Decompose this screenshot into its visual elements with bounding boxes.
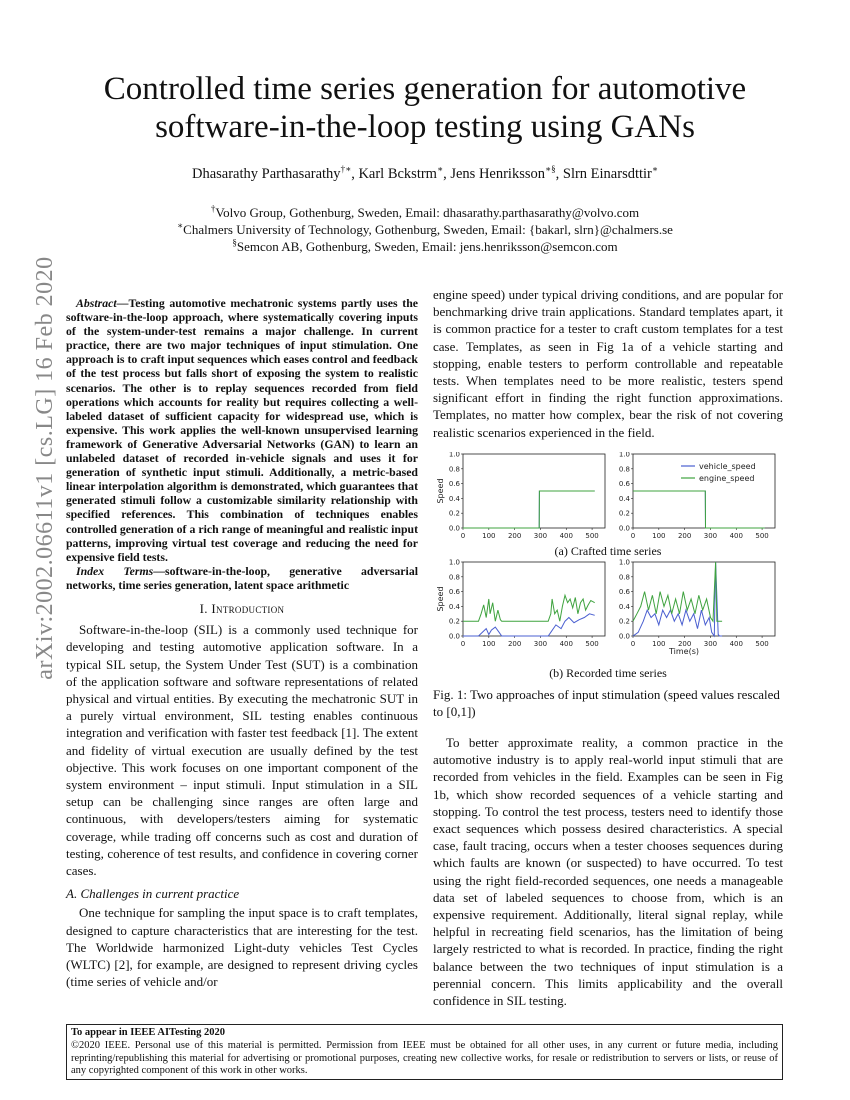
y-tick-label-a2: 0.8 [618,465,630,474]
y-tick-label-b1: 0.8 [448,573,460,582]
affiliation-3 [60,238,790,255]
y-tick-label-b1: 0.0 [448,632,460,641]
affiliation-2-mark: ∗ [177,220,184,231]
axes-frame-b2 [633,562,775,636]
x-tick-label-b2: 300 [703,640,718,648]
right-column [433,286,783,441]
right-paragraph-2: To better approximate reality, a common practice in the automotive industry is to apply real-world input stimuli that are recorded from vehicles in the field. Examples can be seen in Fig 1b, which show recorded sequences of a vehicle starting and stopping. To control the test process, testers need to identify those exact sequences which possess desired characteristics. A special case, fault tracing, occurs when a tester chooses sequences during which faults are known (or suspected) to have occurred. To test using the right field-recorded sequences, one needs a manageable data set of labeled sequences to choose from, which is an expensive requirement. Additionally, literal signal replay, while helpful in recreating field scenarios, has the limitation of being largely restricted to what is recorded. In practice, finding the right balance between the two techniques of input stimulation is a perennial concern. This limits applicability and the overall confidence in SIL testing. [433,735,783,1009]
author-list: Dhasarathy Parthasarathy†∗, Karl Bckstrm∗, Jens Henriksson∗§, Slrn Einarsdttir∗ [191,164,659,182]
affiliation-3-mark: § [232,237,237,248]
x-tick-label-a2: 0 [630,532,636,540]
affiliation-2 [60,221,790,238]
figure-1b-label: (b) Recorded time series [549,666,667,680]
author-2-mark: ∗ [436,164,444,175]
series-vehicle_speed-b1 [463,614,595,636]
figure-1-caption: Fig. 1: Two approaches of input stimulation (speed values rescaled to [0,1]) [433,687,780,719]
y-tick-label-b2: 0.2 [618,617,630,626]
x-tick-label-b2: 100 [652,640,666,648]
index-terms-text: —software-in-the-loop, generative adversarial networks, time series generation, latent space arithmetic [66,563,418,592]
affiliation-1-mark: † [210,203,216,214]
y-tick-label-a2: 0.2 [618,509,630,518]
x-tick-label-b1: 0 [460,640,466,648]
author-3-mark: ∗§ [545,164,556,175]
y-tick-label-b2: 0.0 [618,632,630,641]
y-tick-label-a2: 0.4 [618,494,630,503]
paper-title: Controlled time series generation for automotive software-in-the-loop testing using GANs [103,71,747,145]
index-terms [66,564,418,592]
author-2: Karl Bckstrm [358,166,437,182]
x-tick-label-a2: 500 [755,532,769,540]
affiliation-3-text: Semcon AB, Gothenburg, Sweden, Email: jens.henriksson@semcon.com [236,239,618,254]
x-tick-label-a1: 100 [482,532,496,540]
x-tick-label-b2: 500 [755,640,769,648]
right-paragraph-1: engine speed) under typical driving conditions, and are popular for benchmarking drive train applications. Standard templates apart, it is common practice for a tester to craft custom templates for a test case. Templates, as seen in Fig 1a of a vehicle starting and stopping, enable testers to perform controllable and repeatable tests. When templates need to be more realistic, testers spend significant effort in finding the right function approximations. Templates, no matter how complex, bear the risk of not covering realistic scenarios experienced in the field. [433,287,783,440]
y-tick-label-a2: 0.0 [618,524,630,533]
y-tick-label-a1: 0.2 [448,509,460,518]
x-tick-label-a2: 100 [652,532,666,540]
y-tick-label-a1: 1.0 [448,452,460,459]
author-4-mark: ∗ [651,164,659,175]
x-tick-label-a1: 400 [559,532,573,540]
x-tick-label-a1: 300 [533,532,548,540]
y-tick-label-b2: 0.4 [618,602,630,611]
y-tick-label-b1: 0.4 [448,602,460,611]
axes-frame-b1 [463,562,605,636]
figure-1a-label: (a) Crafted time series [554,544,662,558]
abstract-label: Abstract [76,296,117,310]
x-axis-label: Time(s) [669,647,699,656]
index-terms-label: Index Terms [76,563,154,578]
author-1-mark: †∗ [340,164,352,175]
y-tick-label-b1: 0.2 [448,617,460,626]
legend-label-engine_speed: engine_speed [699,474,755,483]
y-tick-label-a1: 0.8 [448,465,460,474]
subsection-heading: A. Challenges in current practice [66,886,240,902]
intro-paragraph-1: Software-in-the-loop (SIL) is a commonly used technique for developing and testing automotive application software. In a typical SIL setup, the System Under Test (SUT) is a combination of the application software and software representations of related physical and virtual entities. By executing the mechatronic SUT in a purely virtual environment, SIL testing enables continuous integration and verification with faster test feedback [1]. The extent and fidelity of virtual execution are usually defined by the test objective. This work focuses on one important component of the system environment – input stimuli. Input stimulation in a SIL setup can be challenging since ranges are often large and continuous, with developers/testers aiming for systematic coverage, while trading off concerns such as cost and duration of testing, coherence of test results, and confidence in covering corner cases. [66,622,418,879]
section-heading-introduction: I. Introduction [199,600,285,616]
author-3: Jens Henriksson [450,166,545,182]
series-engine_speed-a2 [633,491,765,528]
venue-note: To appear in IEEE AITesting 2020 [71,1027,225,1038]
abstract [66,296,418,564]
x-tick-label-b1: 200 [507,640,522,648]
y-tick-label-b1: 1.0 [448,558,460,567]
author-1: Dhasarathy Parthasarathy [191,166,341,182]
author-4: Slrn Einarsdttir [562,166,652,182]
legend-label-vehicle_speed: vehicle_speed [699,462,756,471]
y-tick-label-a2: 1.0 [618,452,630,459]
x-tick-label-a1: 500 [585,532,599,540]
abstract-text: —Testing automotive mechatronic systems partly uses the software-in-the-loop approach, where systematically covering inputs of the system-under-test remains a major challenge. In current practice, there are two major techniques of input stimulation. One approach is to craft input sequences which eases control and feedback of the test process but falls short of exposing the system to realistic scenarios. The other is to replay sequences recorded from field operations which accounts for reality but requires collecting a well-labeled dataset of sufficient capacity for widespread use, which is expensive. This work applies the well-known unsupervised learning framework of Generative Adversarial Networks (GAN) to learn an unlabeled dataset of recorded in-vehicle signals and uses it for generation of synthetic input stimuli. Additionally, a metric-based linear interpolation algorithm is demonstrated, which guarantees that generated stimuli follow a customizable similarity relationship with specified references. This combination of techniques enables controlled generation of a rich range of meaningful and realistic input patterns, improving virtual test coverage and reducing the need for expensive field tests. [66,296,418,564]
y-tick-label-a1: 0.0 [448,524,460,533]
x-tick-label-a1: 0 [460,532,466,540]
x-tick-label-b1: 300 [533,640,548,648]
arxiv-side-label: arXiv:2002.06611v1 [cs.LG] 16 Feb 2020 [32,256,58,680]
affiliation-2-text: Chalmers University of Technology, Gothenburg, Sweden, Email: {bakarl, slrn}@chalmers.se [183,222,673,237]
y-tick-label-b2: 0.8 [618,573,630,582]
x-tick-label-b2: 200 [677,640,692,648]
y-tick-label-a2: 0.6 [618,480,630,489]
affiliations [60,204,790,255]
series-engine_speed-b1 [463,595,595,621]
y-tick-label-a1: 0.6 [448,480,460,489]
right-column-lower [433,734,783,1009]
x-tick-label-b2: 0 [630,640,636,648]
x-tick-label-a2: 300 [703,532,718,540]
y-tick-label-b2: 1.0 [618,558,630,567]
x-tick-label-a1: 200 [507,532,522,540]
figure-1-plots [433,452,783,687]
x-tick-label-b1: 100 [482,640,496,648]
x-tick-label-a2: 200 [677,532,692,540]
figure-1 [433,452,783,712]
x-tick-label-a2: 400 [729,532,743,540]
copyright-box [66,1024,783,1080]
y-axis-label-b: Speed [436,586,445,612]
y-tick-label-b2: 0.6 [618,588,630,597]
left-column [66,296,418,990]
intro-paragraph-2: One technique for sampling the input space is to craft templates, designed to capture characteristics that are interesting for the test. The Worldwide harmonized Light-duty vehicles Test Cycles (WLTC) [2], for example, are designed to represent driving cycles (time series of vehicle and/or [66,905,418,990]
copyright-notice: ©2020 IEEE. Personal use of this material is permitted. Permission from IEEE must be obtained for all other uses, in any current or future media, including reprinting/republishing this material for advertising or promotional purposes, creating new collective works, for resale or redistribution to servers or lists, or reuse of any copyrighted component of this work in other works. [71,1039,778,1077]
x-tick-label-b2: 400 [729,640,743,648]
series-engine_speed-a1 [463,491,595,528]
series-vehicle_speed-a1 [463,491,595,528]
x-tick-label-b1: 400 [559,640,573,648]
x-tick-label-b1: 500 [585,640,599,648]
affiliation-1-text: Volvo Group, Gothenburg, Sweden, Email: dhasarathy.parthasarathy@volvo.com [215,205,640,220]
y-tick-label-b1: 0.6 [448,588,460,597]
y-tick-label-a1: 0.4 [448,494,460,503]
affiliation-1 [60,204,790,221]
series-vehicle_speed-a2 [633,491,765,528]
y-axis-label-a: Speed [436,478,445,504]
